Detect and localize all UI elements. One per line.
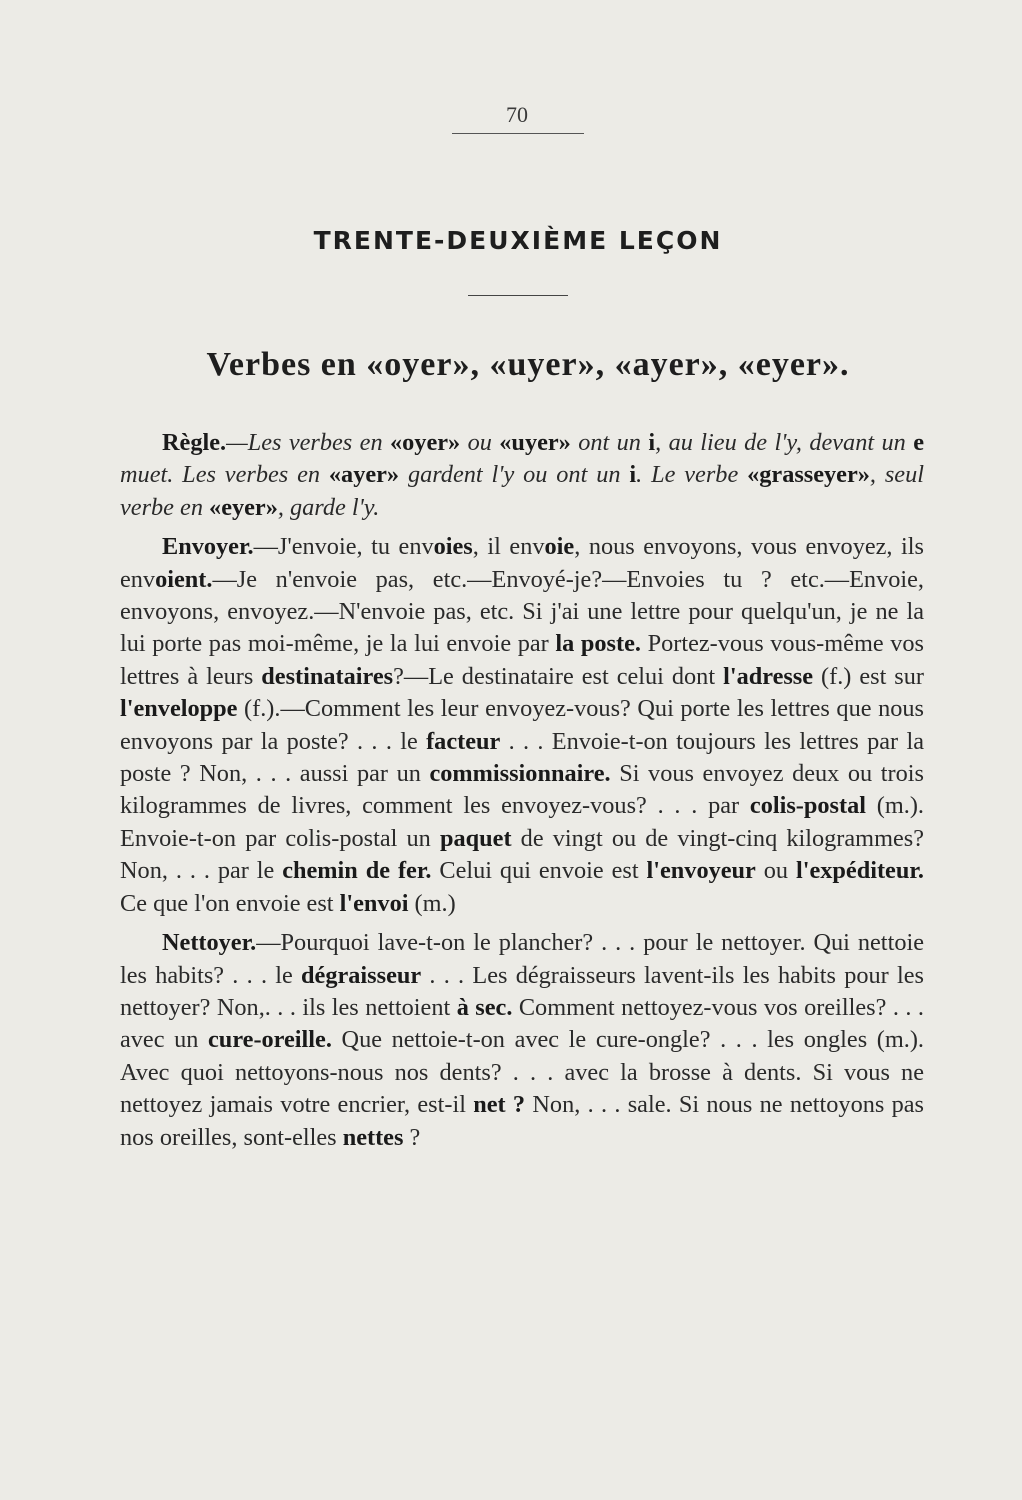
- envoyer-label: Envoyer.: [162, 533, 254, 561]
- nettoyer-paragraph: Nettoyer.—Pourquoi lave-t-on le plancher? . . . pour le nettoyer. Qui nettoie les habits? . . . le dégraisseur . . . Les dégraisseurs lavent-ils les habits pour les nettoyer? Non,. . . ils les nettoient à sec. Comment nettoyez-vous vos oreilles? . . . avec un cure-oreille. Que nettoie-t-on avec le cure-ongle? . . . les ongles (m.). Avec quoi nettoyons-nous nos dents? . . . avec la brosse à dents. Si vous ne nettoyez jamais votre encrier, est-il net ? Non, . . . sale. Si nous ne nettoyons pas nos oreilles, sont-elles nettes ?: [120, 929, 924, 1151]
- rule-label: Règle.: [162, 429, 227, 456]
- envoyer-paragraph: Envoyer.—J'envoie, tu envoies, il envoie, nous envoyons, vous envoyez, ils envoient.—Je n'envoie pas, etc.—Envoyé-je?—Envoies tu ? etc.—Envoie, envoyons, envoyez.—N'envoie pas, etc. Si j'ai une lettre pour quelqu'un, je ne la lui porte pas moi-même, je la lui envoie par la poste. Portez-vous vous-même vos lettres à leurs destinataires?—Le destinataire est celui dont l'adresse (f.) est sur l'enveloppe (f.).—Comment les leur envoyez-vous? Qui porte les lettres que nous envoyons par la poste? . . . le facteur . . . Envoie-t-on toujours les lettres par la poste ? Non, . . . aussi par un commissionnaire. Si vous envoyez deux ou trois kilogrammes de livres, comment les envoyez-vous? . . . par colis-postal (m.). Envoie-t-on par colis-postal un paquet de vingt ou de vingt-cinq kilogrammes? Non, . . . par le chemin de fer. Celui qui envoie est l'envoyeur ou l'expéditeur. Ce que l'on envoie est l'envoi (m.): [120, 533, 924, 917]
- header-rule: [452, 133, 584, 134]
- body-text: [120, 427, 924, 1161]
- nettoyer-label: Nettoyer.: [162, 929, 257, 957]
- page-number: 70: [506, 102, 528, 127]
- title-rule: [468, 295, 568, 296]
- section-title: Verbes en «oyer», «uyer», «ayer», «eyer».: [206, 346, 850, 383]
- rule-paragraph: Règle.—Les verbes en «oyer» ou «uyer» ont un i, au lieu de l'y, devant un e muet. Les verbes en «ayer» gardent l'y ou ont un i. Le verbe «grasseyer», seul verbe en «eyer», garde l'y.: [120, 429, 924, 521]
- lesson-title: TRENTE-DEUXIÈME LEÇON: [313, 226, 723, 255]
